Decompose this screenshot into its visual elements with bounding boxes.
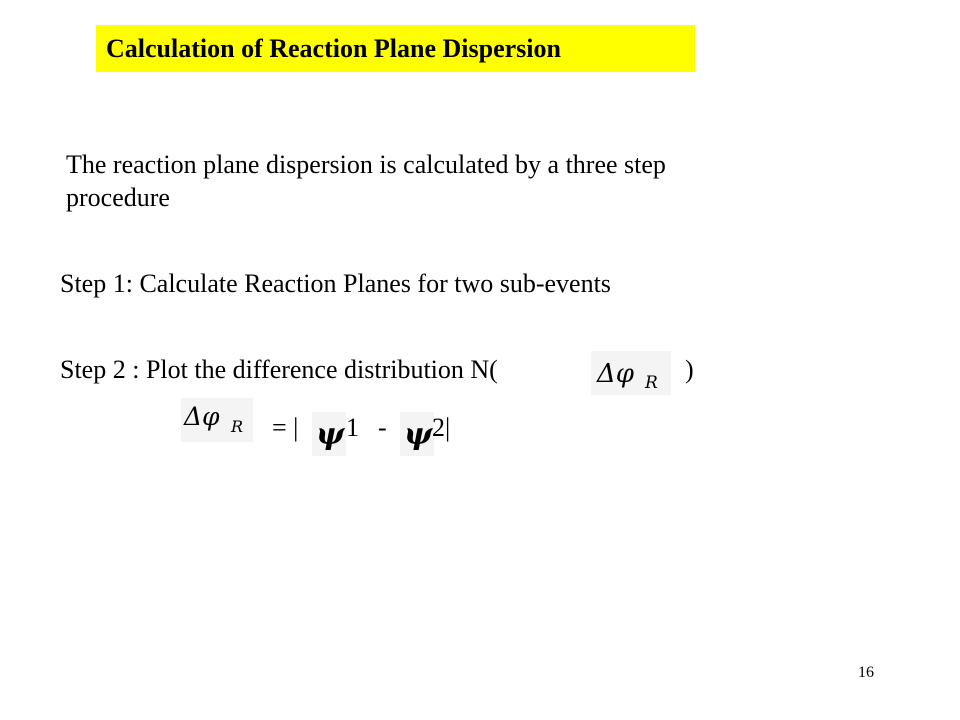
psi-glyph-1: ψ xyxy=(316,417,345,452)
subscript-two-abs: 2| xyxy=(432,413,451,442)
intro-paragraph xyxy=(66,148,826,214)
psi-glyph-2: ψ xyxy=(404,417,433,452)
delta-phi-glyph: Δφ xyxy=(597,359,634,389)
delta-phi-r-symbol xyxy=(591,351,671,395)
slide-title: Calculation of Reaction Plane Dispersion xyxy=(106,34,561,63)
subscript-one: 1 xyxy=(346,413,359,442)
delta-phi-glyph-2: Δφ xyxy=(184,402,220,431)
step-1-text: Step 1: Calculate Reaction Planes for two sub-events xyxy=(60,269,611,298)
psi-image-1 xyxy=(312,412,346,456)
step-2-text: Step 2 : Plot the difference distribution N( xyxy=(60,355,498,384)
intro-line-2: procedure xyxy=(66,183,170,212)
psi-image-2 xyxy=(400,412,434,456)
subscript-r-glyph: R xyxy=(645,373,658,393)
delta-phi-r-image-2 xyxy=(181,398,253,442)
equation-minus: - xyxy=(378,413,387,442)
delta-phi-r-image xyxy=(591,351,671,395)
subscript-r-glyph-2: R xyxy=(231,417,244,436)
page-number: 16 xyxy=(858,664,874,681)
intro-line-1: The reaction plane dispersion is calculated by a three step xyxy=(66,150,666,179)
psi-symbol-2 xyxy=(400,412,434,456)
title-highlight-box xyxy=(96,25,695,72)
equation-equals-abs: = | xyxy=(272,413,299,442)
psi-symbol-1 xyxy=(312,412,346,456)
delta-phi-r-symbol-2 xyxy=(181,398,253,442)
step-2-close-paren: ) xyxy=(685,355,694,384)
